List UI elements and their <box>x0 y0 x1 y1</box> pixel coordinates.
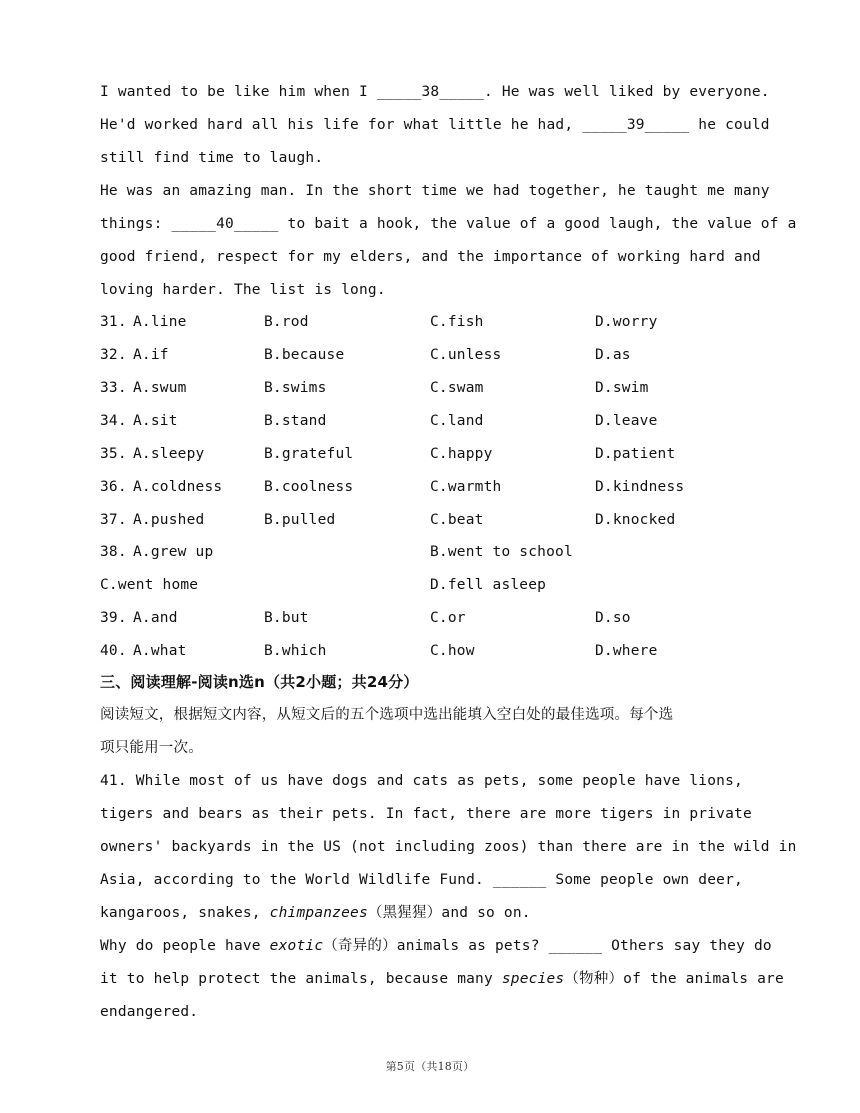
option-a: A.sit <box>133 413 178 429</box>
question-number: 35. <box>100 446 127 462</box>
question-number: 31. <box>100 314 127 330</box>
option-b: B.stand <box>264 413 327 429</box>
question-number: 34. <box>100 413 127 429</box>
option-b: B.swims <box>264 380 327 396</box>
option-b: B.grateful <box>264 446 354 462</box>
option-a: A.line <box>133 314 187 330</box>
text-run: it to help protect the animals, because many <box>100 971 502 987</box>
option-c: C.or <box>430 610 466 626</box>
page-footer: 第5页（共18页） <box>385 1060 475 1073</box>
passage41-line-6 <box>100 936 772 956</box>
option-d: D.knocked <box>595 512 676 528</box>
option-c: C.fish <box>430 314 484 330</box>
option-c: C.went home <box>100 577 199 593</box>
passage-line-2: He'd worked hard all his life for what little he had, _____39_____ he could <box>100 117 770 133</box>
section-instruction-1: 阅读短文，根据短文内容，从短文后的五个选项中选出能填入空白处的最佳选项。每个选 <box>100 707 674 723</box>
option-d: D.so <box>595 610 631 626</box>
option-c: C.swam <box>430 380 484 396</box>
option-a: A.coldness <box>133 479 223 495</box>
option-a: A.swum <box>133 380 187 396</box>
passage-line-3: still find time to laugh. <box>100 150 324 166</box>
italic-term: chimpanzees <box>269 905 368 921</box>
option-a: A.and <box>133 610 178 626</box>
option-a: A.what <box>133 643 187 659</box>
option-d: D.patient <box>595 446 676 462</box>
gloss: （黑猩猩） <box>367 905 442 921</box>
passage41-line-3: owners' backyards in the US (not including zoos) than there are in the wild in <box>100 839 797 855</box>
option-b: B.but <box>264 610 309 626</box>
passage-line-7: loving harder. The list is long. <box>100 282 386 298</box>
passage-line-1: I wanted to be like him when I _____38_____. He was well liked by everyone. <box>100 84 770 100</box>
passage-line-6: good friend, respect for my elders, and the importance of working hard and <box>100 249 761 265</box>
option-d: D.leave <box>595 413 658 429</box>
option-a: A.sleepy <box>133 446 205 462</box>
passage41-line-1: 41. While most of us have dogs and cats as pets, some people have lions, <box>100 773 743 789</box>
option-b: B.rod <box>264 314 309 330</box>
passage41-line-7 <box>100 969 784 989</box>
passage41-line-4: Asia, according to the World Wildlife Fund. ______ Some people own deer, <box>100 872 743 888</box>
passage-line-5: things: _____40_____ to bait a hook, the value of a good laugh, the value of a <box>100 216 797 232</box>
question-number: 32. <box>100 347 127 363</box>
option-a: A.grew up <box>133 544 214 560</box>
text-run: kangaroos, snakes, <box>100 905 270 921</box>
option-d: D.as <box>595 347 631 363</box>
text-run: of the animals are <box>623 971 784 987</box>
question-number: 38. <box>100 544 127 560</box>
option-c: C.how <box>430 643 475 659</box>
option-b: B.which <box>264 643 327 659</box>
question-number: 36. <box>100 479 127 495</box>
option-b: B.pulled <box>264 512 336 528</box>
question-number: 40. <box>100 643 127 659</box>
question-number: 39. <box>100 610 127 626</box>
option-b: B.went to school <box>430 544 573 560</box>
option-c: C.land <box>430 413 484 429</box>
option-d: D.fell asleep <box>430 577 547 593</box>
option-a: A.if <box>133 347 169 363</box>
option-c: C.warmth <box>430 479 502 495</box>
italic-term: exotic <box>269 938 324 954</box>
passage41-line-8: endangered. <box>100 1004 199 1020</box>
option-b: B.coolness <box>264 479 354 495</box>
text-run: animals as pets? ______ Others say they do <box>396 938 772 954</box>
text-run: Why do people have <box>100 938 270 954</box>
passage-line-4: He was an amazing man. In the short time we had together, he taught me many <box>100 183 770 199</box>
gloss: （物种） <box>564 971 624 987</box>
question-number: 33. <box>100 380 127 396</box>
option-c: C.unless <box>430 347 502 363</box>
option-d: D.where <box>595 643 658 659</box>
passage41-line-2: tigers and bears as their pets. In fact, there are more tigers in private <box>100 806 752 822</box>
italic-term: species <box>501 971 565 987</box>
option-d: D.kindness <box>595 479 685 495</box>
option-c: C.happy <box>430 446 493 462</box>
option-d: D.swim <box>595 380 649 396</box>
passage41-line-5 <box>100 903 531 923</box>
section-instruction-2: 项只能用一次。 <box>100 740 203 756</box>
section-heading: 三、阅读理解-阅读n选n（共2小题；共24分） <box>100 673 419 691</box>
text-run: and so on. <box>441 905 531 921</box>
option-b: B.because <box>264 347 345 363</box>
option-a: A.pushed <box>133 512 205 528</box>
option-d: D.worry <box>595 314 658 330</box>
gloss: （奇异的） <box>323 938 397 954</box>
option-c: C.beat <box>430 512 484 528</box>
question-number: 37. <box>100 512 127 528</box>
